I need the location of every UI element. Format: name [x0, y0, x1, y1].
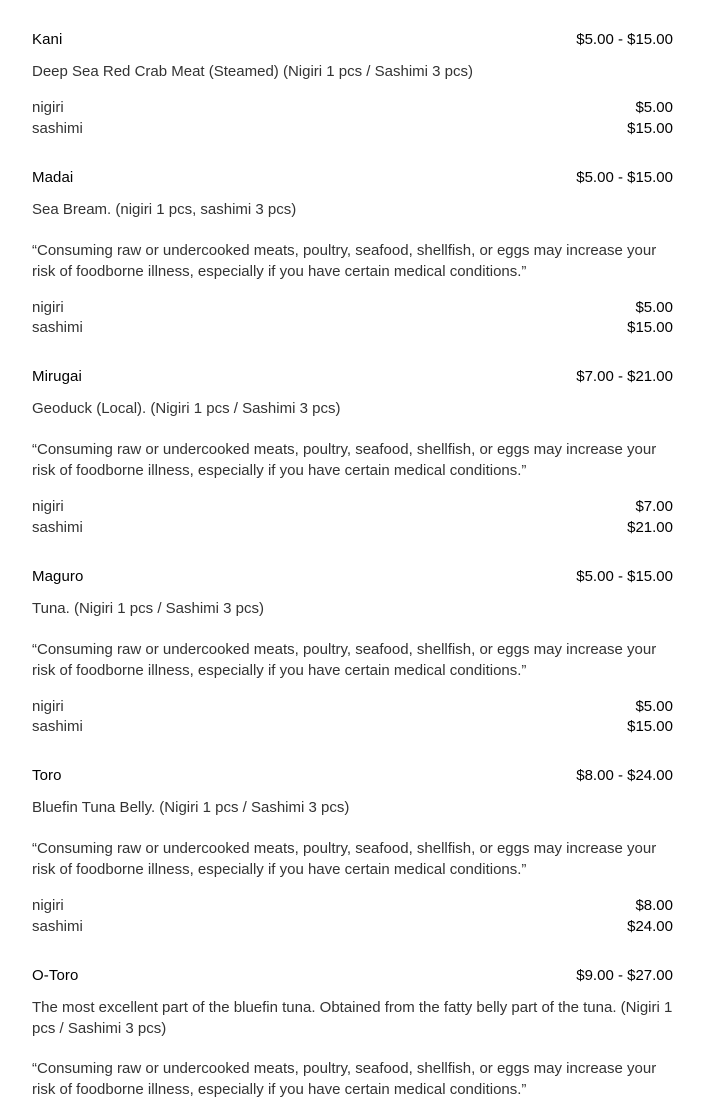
- option-price: $15.00: [627, 319, 673, 336]
- option-price: $5.00: [635, 698, 673, 715]
- raw-food-warning: “Consuming raw or undercooked meats, poultry, seafood, shellfish, or eggs may increase your risk of foodborne illness, especially if you have certain medical conditions.”: [32, 1060, 657, 1098]
- item-price-range: $9.00 - $27.00: [576, 967, 673, 984]
- item-name[interactable]: Madai: [32, 169, 74, 186]
- item-description: Tuna. (Nigiri 1 pcs / Sashimi 3 pcs): [32, 600, 265, 617]
- option-price: $8.00: [635, 897, 673, 914]
- raw-food-warning: “Consuming raw or undercooked meats, poultry, seafood, shellfish, or eggs may increase your risk of foodborne illness, especially if you have certain medical conditions.”: [32, 641, 657, 679]
- option-label: nigiri: [32, 299, 64, 316]
- option-label: nigiri: [32, 698, 64, 715]
- item-description: Sea Bream. (nigiri 1 pcs, sashimi 3 pcs): [32, 201, 297, 218]
- option-row: [32, 299, 673, 316]
- option-label: sashimi: [32, 718, 83, 735]
- menu-item-header[interactable]: [32, 368, 673, 385]
- item-name[interactable]: O-Toro: [32, 967, 79, 984]
- item-price-range: $8.00 - $24.00: [576, 767, 673, 784]
- option-label: sashimi: [32, 120, 83, 137]
- option-price: $7.00: [635, 498, 673, 515]
- option-label: sashimi: [32, 319, 83, 336]
- item-description: Bluefin Tuna Belly. (Nigiri 1 pcs / Sashimi 3 pcs): [32, 799, 350, 816]
- menu-item-header[interactable]: [32, 767, 673, 784]
- option-row: [32, 918, 673, 935]
- menu-item-header[interactable]: [32, 169, 673, 186]
- option-label: sashimi: [32, 519, 83, 536]
- raw-food-warning: “Consuming raw or undercooked meats, poultry, seafood, shellfish, or eggs may increase your risk of foodborne illness, especially if you have certain medical conditions.”: [32, 840, 657, 878]
- option-price: $5.00: [635, 299, 673, 316]
- item-description: Deep Sea Red Crab Meat (Steamed) (Nigiri 1 pcs / Sashimi 3 pcs): [32, 63, 474, 80]
- option-row: [32, 120, 673, 137]
- option-row: [32, 99, 673, 116]
- item-name[interactable]: Toro: [32, 767, 62, 784]
- option-row: [32, 498, 673, 515]
- menu-item-header[interactable]: [32, 967, 673, 984]
- option-row: [32, 897, 673, 914]
- option-price: $24.00: [627, 918, 673, 935]
- option-label: nigiri: [32, 498, 64, 515]
- option-label: nigiri: [32, 99, 64, 116]
- item-description: The most excellent part of the bluefin tuna. Obtained from the fatty belly part of the tuna. (Nigiri 1 pcs / Sashimi 3 pcs): [32, 999, 673, 1037]
- option-price: $15.00: [627, 718, 673, 735]
- option-row: [32, 319, 673, 336]
- option-price: $5.00: [635, 99, 673, 116]
- item-name[interactable]: Mirugai: [32, 368, 82, 385]
- item-name[interactable]: Maguro: [32, 568, 84, 585]
- option-row: [32, 718, 673, 735]
- item-price-range: $7.00 - $21.00: [576, 368, 673, 385]
- item-price-range: $5.00 - $15.00: [576, 31, 673, 48]
- item-price-range: $5.00 - $15.00: [576, 568, 673, 585]
- item-name[interactable]: Kani: [32, 31, 63, 48]
- raw-food-warning: “Consuming raw or undercooked meats, poultry, seafood, shellfish, or eggs may increase your risk of foodborne illness, especially if you have certain medical conditions.”: [32, 441, 657, 479]
- item-description: Geoduck (Local). (Nigiri 1 pcs / Sashimi 3 pcs): [32, 400, 341, 417]
- option-row: [32, 698, 673, 715]
- option-label: sashimi: [32, 918, 83, 935]
- menu-item-header[interactable]: [32, 568, 673, 585]
- item-price-range: $5.00 - $15.00: [576, 169, 673, 186]
- option-price: $21.00: [627, 519, 673, 536]
- option-price: $15.00: [627, 120, 673, 137]
- option-label: nigiri: [32, 897, 64, 914]
- menu-item-header[interactable]: [32, 31, 673, 48]
- option-row: [32, 519, 673, 536]
- raw-food-warning: “Consuming raw or undercooked meats, poultry, seafood, shellfish, or eggs may increase your risk of foodborne illness, especially if you have certain medical conditions.”: [32, 242, 657, 280]
